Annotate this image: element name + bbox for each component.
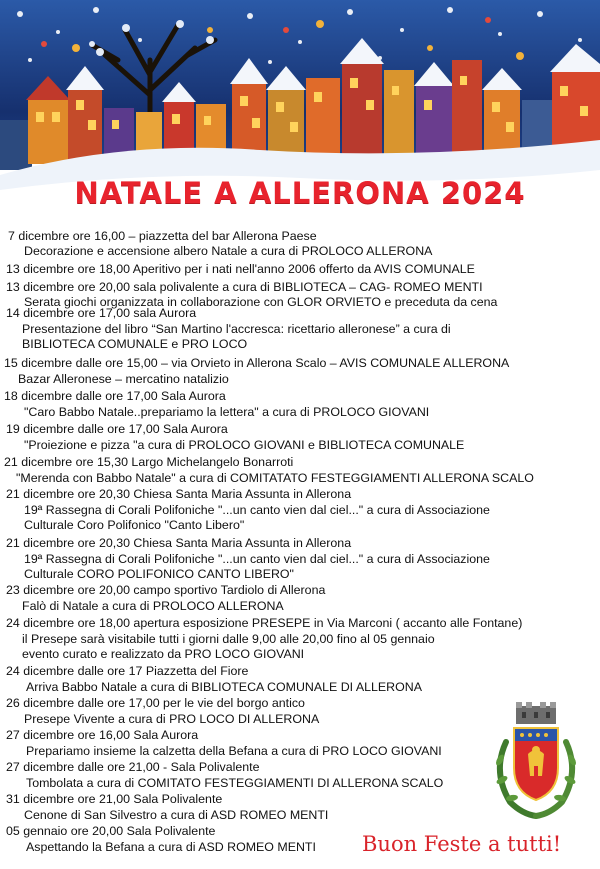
event-line: 24 dicembre ore 18,00 apertura esposizione PRESEPE in Via Marconi ( accanto alle Fontane) bbox=[6, 616, 523, 630]
event-line: 7 dicembre ore 16,00 – piazzetta del bar Allerona Paese bbox=[8, 229, 317, 243]
event-line: 05 gennaio ore 20,00 Sala Polivalente bbox=[6, 824, 216, 838]
event-line: Decorazione e accensione albero Natale a cura di PROLOCO ALLERONA bbox=[24, 244, 433, 258]
event-line: 15 dicembre dalle ore 15,00 – via Orvieto in Allerona Scalo – AVIS COMUNALE ALLERONA bbox=[4, 356, 510, 370]
event-line: evento curato e realizzato da PRO LOCO GIOVANI bbox=[22, 647, 305, 661]
event-line: "Merenda con Babbo Natale" a cura di COMITATATO FESTEGGIAMENTI ALLERONA SCALO bbox=[16, 471, 534, 485]
event-line: Bazar Alleronese – mercatino natalizio bbox=[18, 372, 229, 386]
event-line: 24 dicembre dalle ore 17 Piazzetta del Fiore bbox=[6, 664, 249, 678]
event-line: Culturale Coro Polifonico "Canto Libero" bbox=[24, 518, 245, 532]
event-line: 14 dicembre ore 17,00 sala Aurora bbox=[6, 306, 197, 320]
coat-of-arms-emblem bbox=[488, 702, 584, 824]
event-line: 27 dicembre ore 16,00 Sala Aurora bbox=[6, 728, 199, 742]
event-line: Serata giochi organizzata in collaborazione con GLOR ORVIETO e preceduta da cena bbox=[24, 295, 498, 309]
event-line: 23 dicembre ore 20,00 campo sportivo Tardiolo di Allerona bbox=[6, 583, 326, 597]
event-line: 19ª Rassegna di Corali Polifoniche "...un canto vien dal ciel..." a cura di Associazione bbox=[24, 552, 490, 566]
event-line: 13 dicembre ore 18,00 Aperitivo per i nati nell'anno 2006 offerto da AVIS COMUNALE bbox=[6, 262, 475, 276]
event-line: 26 dicembre dalle ore 17,00 per le vie del borgo antico bbox=[6, 696, 305, 710]
event-line: 18 dicembre dalle ore 17,00 Sala Aurora bbox=[4, 389, 226, 403]
event-line: Tombolata a cura di COMITATO FESTEGGIAMENTI DI ALLERONA SCALO bbox=[26, 776, 444, 790]
event-line: 31 dicembre ore 21,00 Sala Polivalente bbox=[6, 792, 223, 806]
event-line: BIBLIOTECA COMUNALE e PRO LOCO bbox=[22, 337, 248, 351]
event-line: 21 dicembre ore 20,30 Chiesa Santa Maria Assunta in Allerona bbox=[6, 487, 352, 501]
event-line: 21 dicembre ore 20,30 Chiesa Santa Maria Assunta in Allerona bbox=[6, 536, 352, 550]
event-line: 19 dicembre dalle ore 17,00 Sala Aurora bbox=[6, 422, 228, 436]
event-line: Falò di Natale a cura di PROLOCO ALLERONA bbox=[22, 599, 284, 613]
event-line: 21 dicembre ore 15,30 Largo Michelangelo Bonarroti bbox=[4, 455, 294, 469]
page-title: NATALE A ALLERONA 2024 bbox=[74, 176, 526, 210]
event-line: il Presepe sarà visitabile tutti i giorni dalle 9,00 alle 20,00 fino al 05 gennaio bbox=[22, 632, 435, 646]
event-line: Presepe Vivente a cura di PRO LOCO DI ALLERONA bbox=[24, 712, 320, 726]
event-line: Aspettando la Befana a cura di ASD ROMEO MENTI bbox=[26, 840, 316, 854]
event-line: 19ª Rassegna di Corali Polifoniche "...un canto vien dal ciel..." a cura di Associazione bbox=[24, 503, 490, 517]
event-line: "Caro Babbo Natale..prepariamo la lettera" a cura di PROLOCO GIOVANI bbox=[24, 405, 430, 419]
event-line: Presentazione del libro “San Martino l'accresca: ricettario alleronese” a cura di bbox=[22, 322, 451, 336]
event-line: Prepariamo insieme la calzetta della Befana a cura di PRO LOCO GIOVANI bbox=[26, 744, 442, 758]
event-line: "Proiezione e pizza "a cura di PROLOCO GIOVANI e BIBLIOTECA COMUNALE bbox=[24, 438, 465, 452]
event-line: Cenone di San Silvestro a cura di ASD ROMEO MENTI bbox=[24, 808, 329, 822]
closing-greeting: Buon Feste a tutti! bbox=[362, 832, 562, 856]
event-line: 27 dicembre dalle ore 21,00 - Sala Polivalente bbox=[6, 760, 260, 774]
event-line: Arriva Babbo Natale a cura di BIBLIOTECA COMUNALE DI ALLERONA bbox=[26, 680, 422, 694]
event-line: 13 dicembre ore 20,00 sala polivalente a cura di BIBLIOTECA – CAG- ROMEO MENTI bbox=[6, 280, 483, 294]
event-line: Culturale CORO POLIFONICO CANTO LIBERO" bbox=[24, 567, 294, 581]
